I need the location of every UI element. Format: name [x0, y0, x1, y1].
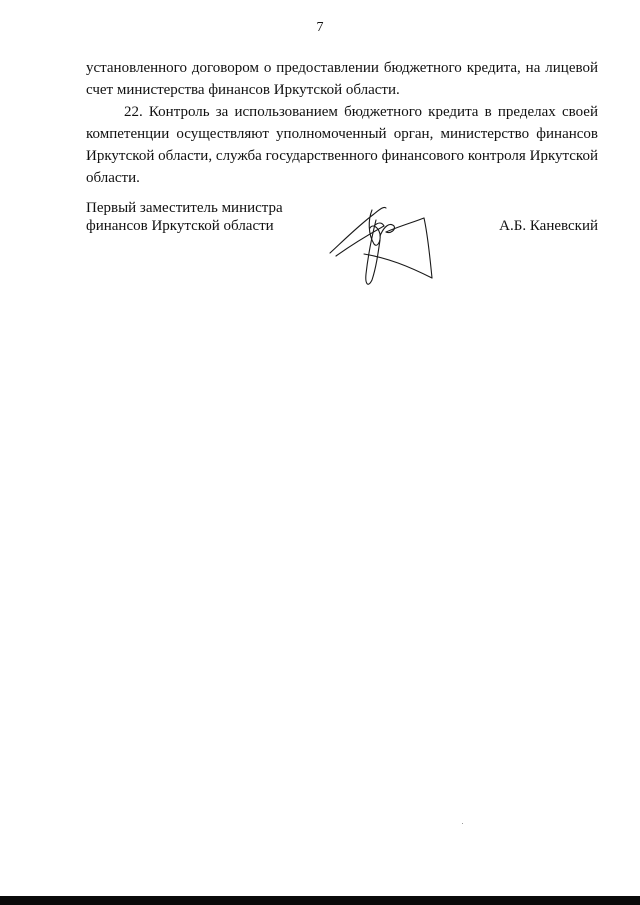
signer-name: А.Б. Каневский — [499, 218, 598, 234]
page-number: 7 — [316, 20, 324, 35]
paragraph-continuation: установленного договором о предоставлении бюджетного кредита, на лицевой счет министерства финансов Иркутской области. — [86, 60, 598, 98]
paragraph-22-control: 22. Контроль за использованием бюджетного кредита в пределах своей компетенции осуществляют уполномоченный орган, министерство финансов Иркутской области, служба государственного финансового контроля Иркутской области. — [86, 104, 598, 186]
signer-title-line-2: финансов Иркутской области — [86, 218, 274, 234]
handwritten-signature — [328, 196, 440, 294]
scan-speck — [462, 823, 463, 824]
document-body — [86, 57, 598, 189]
scan-bottom-edge — [0, 896, 640, 905]
signer-title-line-1: Первый заместитель министра — [86, 200, 283, 216]
signer-title — [86, 199, 316, 235]
